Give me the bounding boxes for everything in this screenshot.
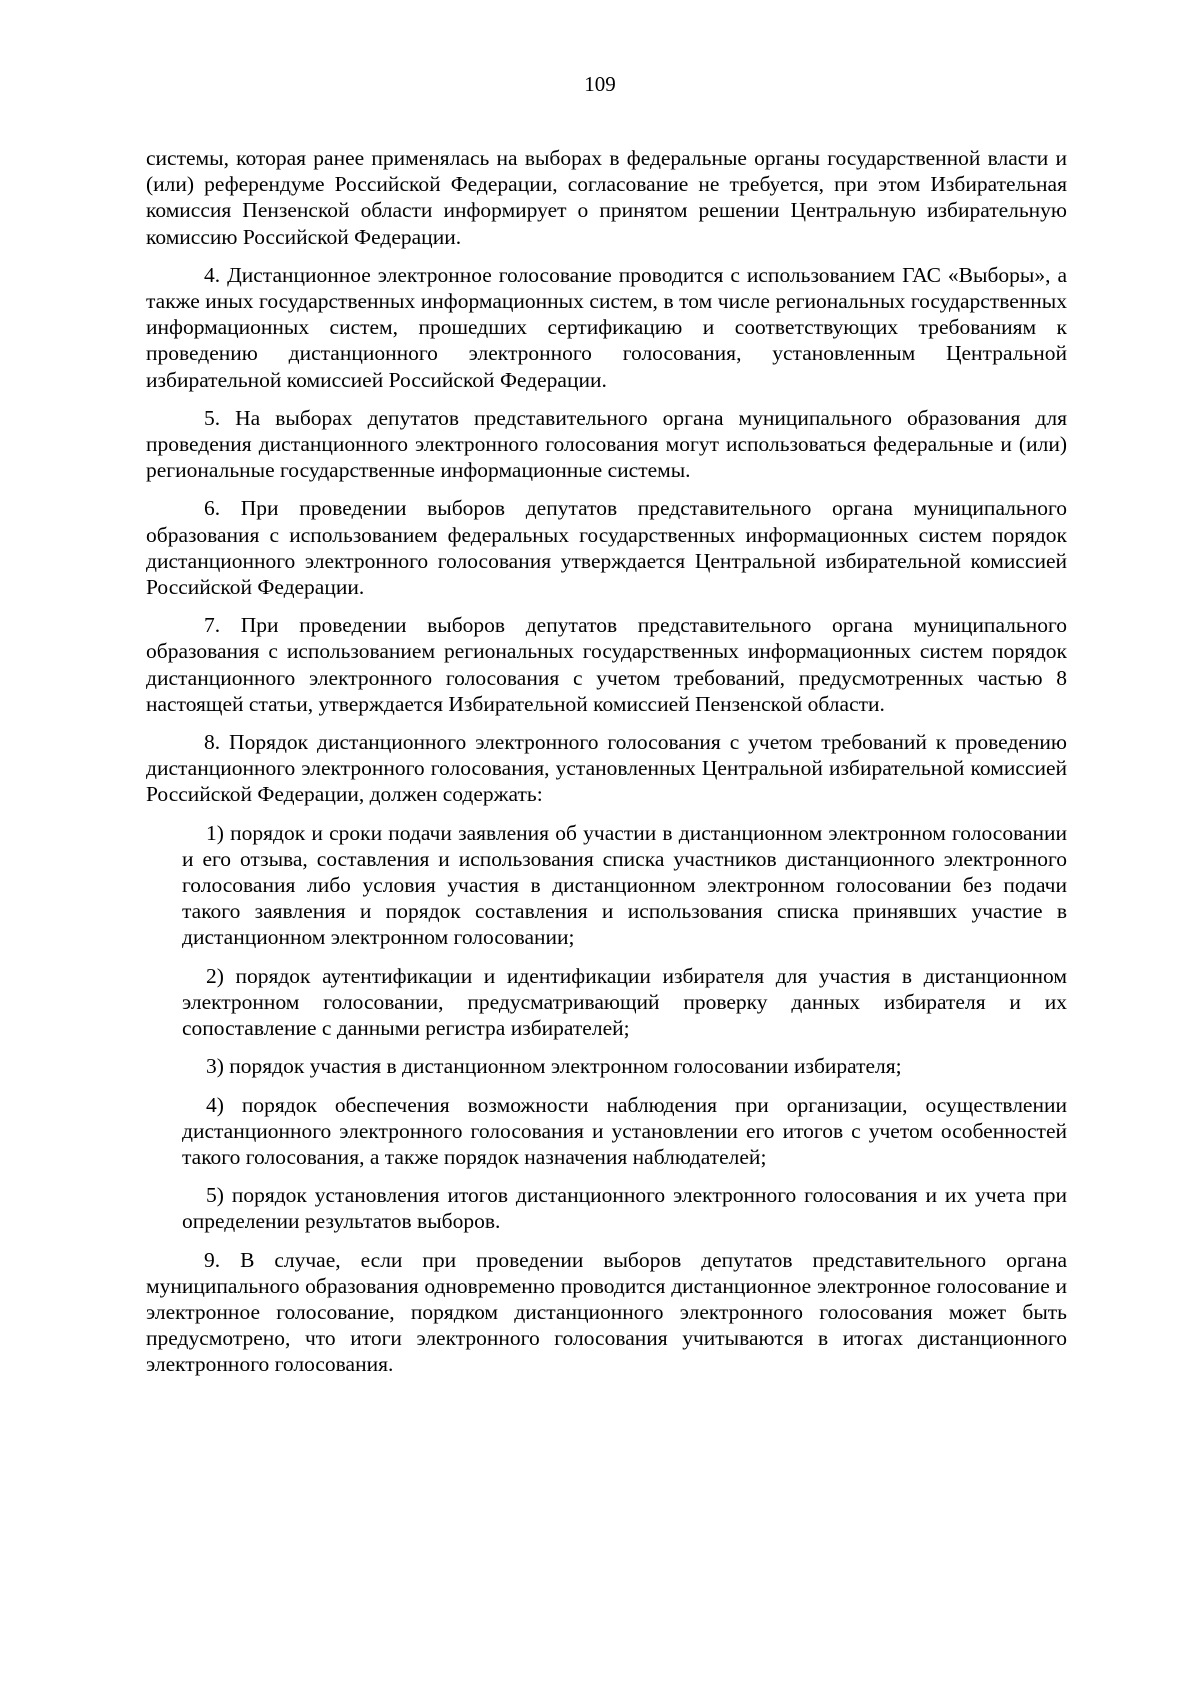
- paragraph-5: 5. На выборах депутатов представительного органа муниципального образования для проведения дистанционного электронного голосования могут использоваться федеральные и (или) региональные государственные информационные системы.: [146, 405, 1067, 483]
- paragraph-continuation: системы, которая ранее применялась на выборах в федеральные органы государственной власти и (или) референдуме Российской Федерации, согласование не требуется, при этом Избирательная комиссия Пензенской области информирует о принятом решении Центральную избирательную комиссию Российской Федерации.: [146, 146, 1067, 249]
- paragraph-7: 7. При проведении выборов депутатов представительного органа муниципального образования с использованием региональных государственных информационных систем порядок дистанционного электронного голосования с учетом требований, предусмотренных частью 8 настоящей статьи, утверждается Избирательной комиссией Пензенской области.: [146, 613, 1067, 716]
- paragraph-6: 6. При проведении выборов депутатов представительного органа муниципального образования с использованием федеральных государственных информационных систем порядок дистанционного электронного голосования утверждается Центральной избирательной комиссией Российской Федерации.: [146, 496, 1067, 600]
- list-item-3: 3) порядок участия в дистанционном электронном голосовании избирателя;: [206, 1054, 902, 1079]
- paragraph-9: 9. В случае, если при проведении выборов депутатов представительного органа муниципального образования одновременно проводится дистанционное электронное голосование и электронное голосование, порядком дистанционного электронного голосования может быть предусмотрено, что итоги электронного голосования учитываются в итогах дистанционного электронного голосования.: [146, 1247, 1067, 1377]
- list-item-5: 5) порядок установления итогов дистанционного электронного голосования и их учета при определении результатов выборов.: [182, 1183, 1067, 1234]
- list-item-1: 1) порядок и сроки подачи заявления об участии в дистанционном электронном голосовании и его отзыва, составления и использования списка участников дистанционного электронного голосования либо условия участия в дистанционном электронном голосовании без подачи такого заявления и порядок составления и использования списка принявших участие в дистанционном электронном голосовании;: [182, 820, 1067, 950]
- paragraph-4: 4. Дистанционное электронное голосование проводится с использованием ГАС «Выборы», а также иных государственных информационных систем, в том числе региональных государственных информационных систем, прошедших сертификацию и соответствующих требованиям к проведению дистанционного электронного голосования, установленным Центральной избирательной комиссией Российской Федерации.: [146, 262, 1067, 392]
- list-item-2: 2) порядок аутентификации и идентификации избирателя для участия в дистанционном электронном голосовании, предусматривающий проверку данных избирателя и их сопоставление с данными регистра избирателей;: [182, 963, 1067, 1041]
- paragraph-8: 8. Порядок дистанционного электронного голосования с учетом требований к проведению дистанционного электронного голосования, установленных Центральной избирательной комиссией Российской Федерации, должен содержать:: [146, 730, 1067, 807]
- document-body: [146, 145, 1067, 1390]
- page-number: 109: [584, 72, 616, 96]
- list-item-4: 4) порядок обеспечения возможности наблюдения при организации, осуществлении дистанционного электронного голосования и установлении его итогов с учетом особенностей такого голосования, а также порядок назначения наблюдателей;: [182, 1092, 1067, 1169]
